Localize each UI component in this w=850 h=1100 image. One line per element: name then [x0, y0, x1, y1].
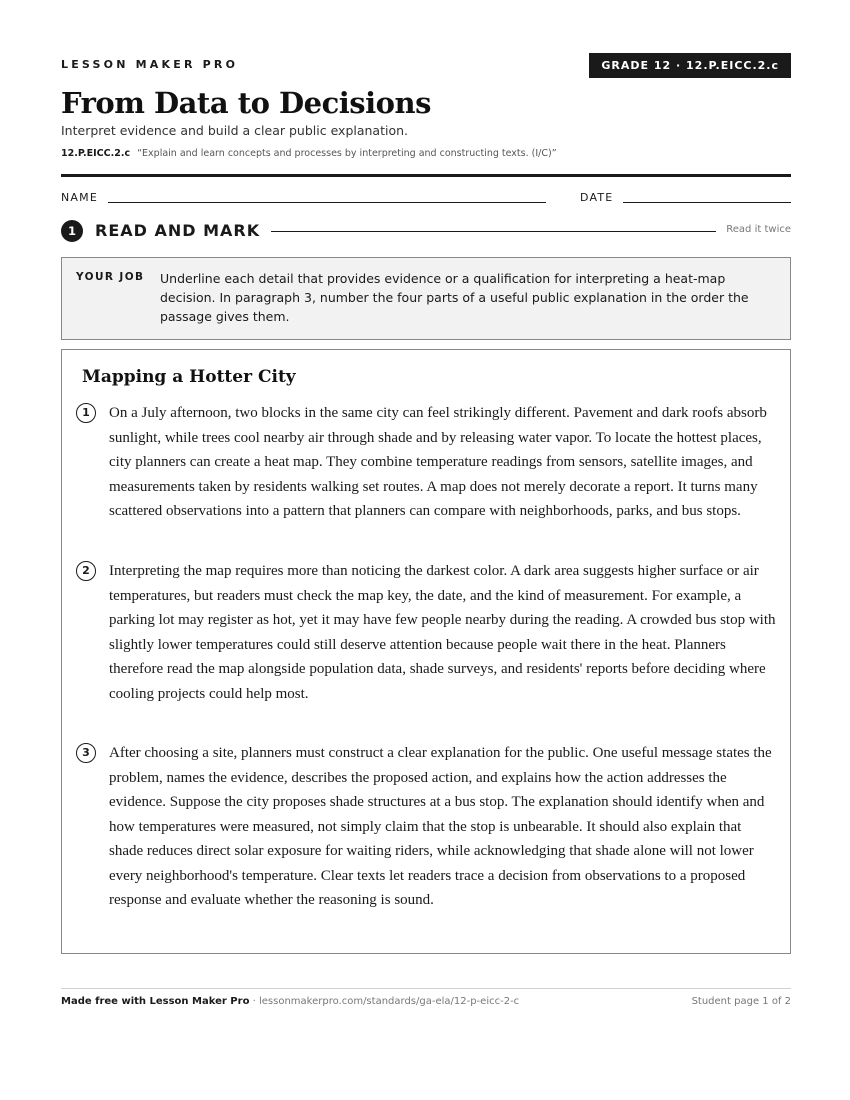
footer-credit [61, 996, 519, 1007]
footer-made-with: Made free with Lesson Maker Pro [61, 996, 250, 1007]
standard-code: 12.P.EICC.2.c [61, 148, 131, 159]
brand-name: LESSON MAKER PRO [61, 58, 239, 71]
instructions-label: YOUR JOB [76, 271, 145, 283]
paragraph-text: On a July afternoon, two blocks in the same city can feel strikingly different. Pavement and dark roofs absorb sunlight, while trees cool nearby air through shade and by releasing water vapor. To locate the hottest places, city planners can create a heat map. They combine temperature readings from sensors, satellite images, and measurements taken by residents walking set routes. A map does not merely decorate a report. It turns many scattered observations into a pattern that planners can compare with neighborhoods, parks, and bus stops. [109, 405, 767, 519]
section-number-badge: 1 [61, 220, 83, 242]
name-field[interactable] [108, 202, 546, 203]
page-subtitle: Interpret evidence and build a clear public explanation. [61, 123, 409, 138]
section-note: Read it twice [726, 224, 791, 235]
standard-line [61, 148, 557, 159]
section-rule [271, 231, 716, 232]
date-label: DATE [580, 191, 614, 204]
paragraph-number: 1 [76, 403, 96, 423]
header-divider [61, 174, 791, 177]
section-header [61, 220, 791, 242]
paragraph-text: After choosing a site, planners must construct a clear explanation for the public. One useful message states the problem, names the evidence, describes the proposed action, and explains how the action addresses the evidence. Suppose the city proposes shade structures at a bus stop. The explanation should identify when and how temperatures were measured, not simply claim that the stop is unbearable. It should also explain that shade reduces direct solar exposure for waiting riders, while acknowledging that shade alone will not lower every neighborhood's temperature. Clear texts let readers trace a decision from observations to a proposed response and evaluate whether the reasoning is sound. [109, 745, 772, 908]
section-title: READ AND MARK [95, 221, 261, 240]
footer-url[interactable]: · lessonmakerpro.com/standards/ga-ela/12-p-eicc-2-c [249, 996, 520, 1007]
paragraph-number: 3 [76, 743, 96, 763]
name-label: NAME [61, 191, 98, 204]
paragraph-text: Interpreting the map requires more than noticing the darkest color. A dark area suggests higher surface or air temperatures, but readers must check the map key, the date, and the kind of measurement. For example, a parking lot may register as hot, yet it may have few people nearby during the reading. A crowded bus stop with slightly lower temperatures could still deserve attention because people wait there in the heat. Planners therefore read the map alongside population data, shade surveys, and residents' reports before deciding where cooling projects could help most. [109, 563, 776, 702]
reading-passage [61, 349, 791, 954]
page-title: From Data to Decisions [61, 86, 431, 120]
footer-divider [61, 988, 791, 989]
grade-badge: GRADE 12 · 12.P.EICC.2.c [589, 53, 791, 78]
footer-page-number: Student page 1 of 2 [691, 996, 791, 1007]
paragraph-number: 2 [76, 561, 96, 581]
instructions-box [61, 257, 791, 340]
standard-text: “Explain and learn concepts and processes by interpreting and constructing texts. (I/C)” [137, 148, 557, 159]
name-date-row [61, 191, 791, 205]
date-field[interactable] [623, 202, 791, 203]
passage-title: Mapping a Hotter City [82, 367, 296, 387]
instructions-text: Underline each detail that provides evidence or a qualification for interpreting a heat-map decision. In paragraph 3, number the four parts of a useful public explanation in the order the passage gives them. [160, 271, 749, 324]
